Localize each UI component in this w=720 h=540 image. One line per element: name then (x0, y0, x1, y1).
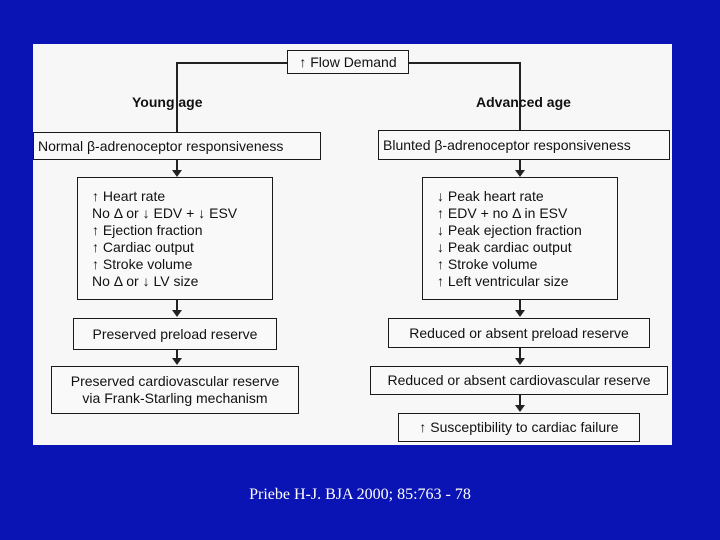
young-effect-item: No Δ or ↓ LV size (92, 272, 199, 289)
left-arrow-1-head (172, 170, 182, 177)
young-effects-box (77, 177, 273, 300)
young-preload-label: Preserved preload reserve (92, 325, 258, 342)
diagram-panel (33, 44, 672, 445)
advanced-age-header: Advanced age (476, 94, 571, 110)
advanced-beta-label: Blunted β-adrenoceptor responsiveness (383, 136, 631, 153)
young-beta-label: Normal β-adrenoceptor responsiveness (38, 137, 284, 154)
advanced-preload-box (388, 318, 650, 348)
young-age-header: Young age (132, 94, 203, 110)
advanced-preload-label: Reduced or absent preload reserve (409, 324, 629, 341)
connector-top-right (407, 62, 520, 64)
advanced-effect-item: ↑ Left ventricular size (437, 272, 569, 289)
advanced-beta-box (378, 130, 670, 160)
young-effect-item: ↑ Stroke volume (92, 255, 193, 272)
young-effect-item: No Δ or ↓ EDV + ↓ ESV (92, 204, 238, 221)
advanced-reserve-box (370, 366, 668, 395)
right-arrow-1-head (515, 170, 525, 177)
advanced-effect-item: ↓ Peak heart rate (437, 187, 544, 204)
advanced-reserve-label: Reduced or absent cardiovascular reserve (387, 372, 651, 388)
left-arrow-2-head (172, 310, 182, 317)
advanced-effect-item: ↓ Peak ejection fraction (437, 221, 582, 238)
young-effect-item: ↑ Ejection fraction (92, 221, 203, 238)
young-reserve-line: Preserved cardiovascular reserve (70, 373, 280, 389)
young-preload-box (73, 318, 277, 350)
young-effect-item: ↑ Cardiac output (92, 238, 194, 255)
young-reserve-box (51, 366, 299, 414)
citation: Priebe H-J. BJA 2000; 85:763 - 78 (249, 486, 471, 503)
advanced-effect-item: ↑ Stroke volume (437, 255, 538, 272)
advanced-failure-box (398, 413, 640, 442)
advanced-effect-item: ↓ Peak cardiac output (437, 238, 572, 255)
flow-demand-box (287, 50, 409, 74)
flow-demand-label: ↑ Flow Demand (299, 53, 397, 70)
young-reserve-line: via Frank-Starling mechanism (82, 390, 268, 406)
right-arrow-4-head (515, 405, 525, 412)
advanced-effect-item: ↑ EDV + no Δ in ESV (437, 204, 568, 221)
right-arrow-2-head (515, 310, 525, 317)
young-effect-item: ↑ Heart rate (92, 187, 166, 204)
advanced-effects-box (422, 177, 618, 300)
young-beta-box (33, 132, 321, 160)
connector-top-left (176, 62, 288, 64)
advanced-failure-label: ↑ Susceptibility to cardiac failure (419, 419, 619, 435)
right-arrow-3-head (515, 358, 525, 365)
left-arrow-3-head (172, 358, 182, 365)
